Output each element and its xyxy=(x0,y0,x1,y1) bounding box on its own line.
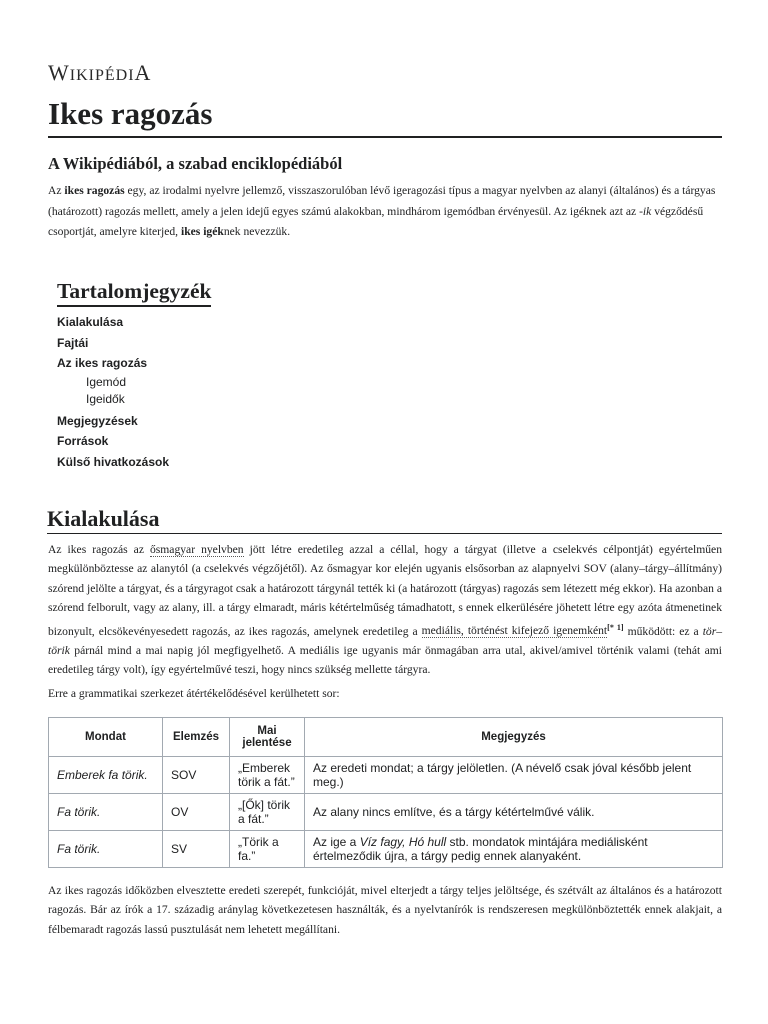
cell-mondat: Emberek fa törik. xyxy=(49,757,163,794)
logo-first-letter: W xyxy=(48,60,70,85)
cell-elemzes: OV xyxy=(163,794,230,831)
toc-item-forrasok[interactable]: Források xyxy=(57,434,109,448)
col-header-mondat: Mondat xyxy=(49,718,163,757)
toc-subitem-igeidok[interactable]: Igeidők xyxy=(86,391,125,406)
intro-suffix-term: -ik xyxy=(639,204,652,218)
table-row xyxy=(49,757,723,794)
cell-mondat: Fa törik. xyxy=(49,831,163,868)
link-osmagyar-nyelv[interactable]: ősmagyar nyelvben xyxy=(149,543,244,556)
cell-text: Az ige a xyxy=(313,835,360,849)
cell-jelentes: „Törik a fa.” xyxy=(230,831,305,868)
table-header-row xyxy=(49,718,723,757)
closing-paragraph: Az ikes ragozás időközben elvesztette eredeti szerepét, funkcióját, mivel elterjedt a tárgy teljes jelöltsége, és szétvált az általános és a határozott ragozás. Bár az írók a 17. századig aránylag következetesen használták, és a nyelvtanírók is rendszeresen megkülönböztették ennek alakjait, a félbemaradt ragozás lassú pusztulását nem lehetett megállítani. xyxy=(48,884,722,936)
footnote-ref[interactable]: [* 1] xyxy=(607,622,624,632)
cell-megjegyzes: Az eredeti mondat; a tárgy jelöletlen. (A névelő csak jóval később jelent meg.) xyxy=(305,757,723,794)
toc-item-kialakulasa[interactable]: Kialakulása xyxy=(57,315,124,329)
intro-bold-term: ikes ragozás xyxy=(64,184,125,197)
intro-text: végződésű csoportját, amelyre kiterjed, xyxy=(48,204,704,238)
toc-item-kulso-hivatkozasok[interactable]: Külső hivatkozások xyxy=(57,454,170,469)
site-tagline: A Wikipédiából, a szabad enciklopédiából xyxy=(48,154,343,173)
cell-megjegyzes: Az alany nincs említve, és a tárgy kétértelművé válik. xyxy=(305,794,723,831)
intro-bold-term: ikes igék xyxy=(180,225,224,238)
cell-jelentes: „[Ők] törik a fát.” xyxy=(230,794,305,831)
cell-elemzes: SOV xyxy=(163,757,230,794)
col-header-megjegyzes: Megjegyzés xyxy=(305,718,723,757)
wikipedia-logo[interactable] xyxy=(48,60,151,86)
table-of-contents xyxy=(57,279,357,472)
cell-mondat: Fa törik. xyxy=(49,794,163,831)
toc-subitem-igemod[interactable]: Igemód xyxy=(86,374,127,389)
paragraph-text: jött létre eredetileg azzal a céllal, hogy a tárgyat (illetve a cselekvés célpontját) egyértelműen megkülönböztesse az alanytól (a cselekvés végzőjétől). Az ősmagyar kor elején ugyanis elsősorban az alapnyelvi SOV (alany–tárgy–állítmány) szórend jelölte a tárgyat, és a tárgyragot csak a határozott tárgynál tették ki (a határozott (tárgyas) ragozás sem létezett még ekkor). Ha azonban a szórend felborult, vagy az alany, ill. a tárgy elmaradt, máris kétértelműség támadhatott, s ennek elkerülésére jöhetett létre egy azóta átmenetinek bizonyult, elcsökevényesedett ragozás, az ikes ragozás, amelynek eredetileg a xyxy=(48,543,722,638)
example-pair: tör–törik xyxy=(48,624,723,657)
paragraph-text: Az ikes ragozás az xyxy=(48,543,150,556)
col-header-jelentes: Mai jelentése xyxy=(230,718,305,757)
paragraph-text: működött: ez a xyxy=(623,624,703,638)
link-medialis-igenem[interactable]: mediális, történést kifejező igenemként xyxy=(421,624,608,638)
page-title: Ikes ragozás xyxy=(48,94,722,138)
intro-text: Az xyxy=(48,184,65,197)
cell-italic-example: Víz fagy, Hó hull xyxy=(359,835,447,849)
cell-megjegyzes xyxy=(305,831,723,868)
cell-elemzes: SV xyxy=(163,831,230,868)
logo-middle: IKIPÉDI xyxy=(69,67,135,84)
table-row xyxy=(49,831,723,868)
table-intro-text: Erre a grammatikai szerkezet átértékelődésével kerülhetett sor: xyxy=(48,687,340,700)
intro-text: egy, az irodalmi nyelvre jellemző, visszaszorulóban lévő igeragozási típus a magyar nyelvben az alanyi (általános) és a tárgyas (határozott) ragozás mellett, amely a jelen idejű egyes számú alakokban, mindhárom igemódban érvényesül. Az igéknek azt az xyxy=(48,184,716,218)
section-paragraph xyxy=(48,540,722,680)
toc-item-fajtai[interactable]: Fajtái xyxy=(57,335,89,350)
table-row xyxy=(49,794,723,831)
paragraph-text: párnál mind a mai napig jól megfigyelhető. A mediális ige ugyanis már önmagában arra utal, akivel/amivel történik valami (tehát ami eredetileg tárgy volt), így egyértelművé teszi, hogy nincs szükség mellette tárgyra. xyxy=(48,643,722,677)
toc-title: Tartalomjegyzék xyxy=(57,279,211,307)
intro-paragraph xyxy=(48,181,722,243)
section-heading: Kialakulása xyxy=(47,505,722,534)
toc-item-az-ikes-ragozas[interactable]: Az ikes ragozás xyxy=(57,356,148,370)
logo-last-letter: A xyxy=(134,60,152,85)
grammar-table xyxy=(48,717,723,868)
col-header-elemzes: Elemzés xyxy=(163,718,230,757)
toc-item-megjegyzesek[interactable]: Megjegyzések xyxy=(57,413,138,428)
intro-text: nek nevezzük. xyxy=(223,225,291,238)
cell-jelentes: „Emberek törik a fát.” xyxy=(230,757,305,794)
cell-text: stb. mondatok mintájára mediálisként értelmeződik újra, a tárgy pedig ennek alanyaként. xyxy=(313,835,648,863)
